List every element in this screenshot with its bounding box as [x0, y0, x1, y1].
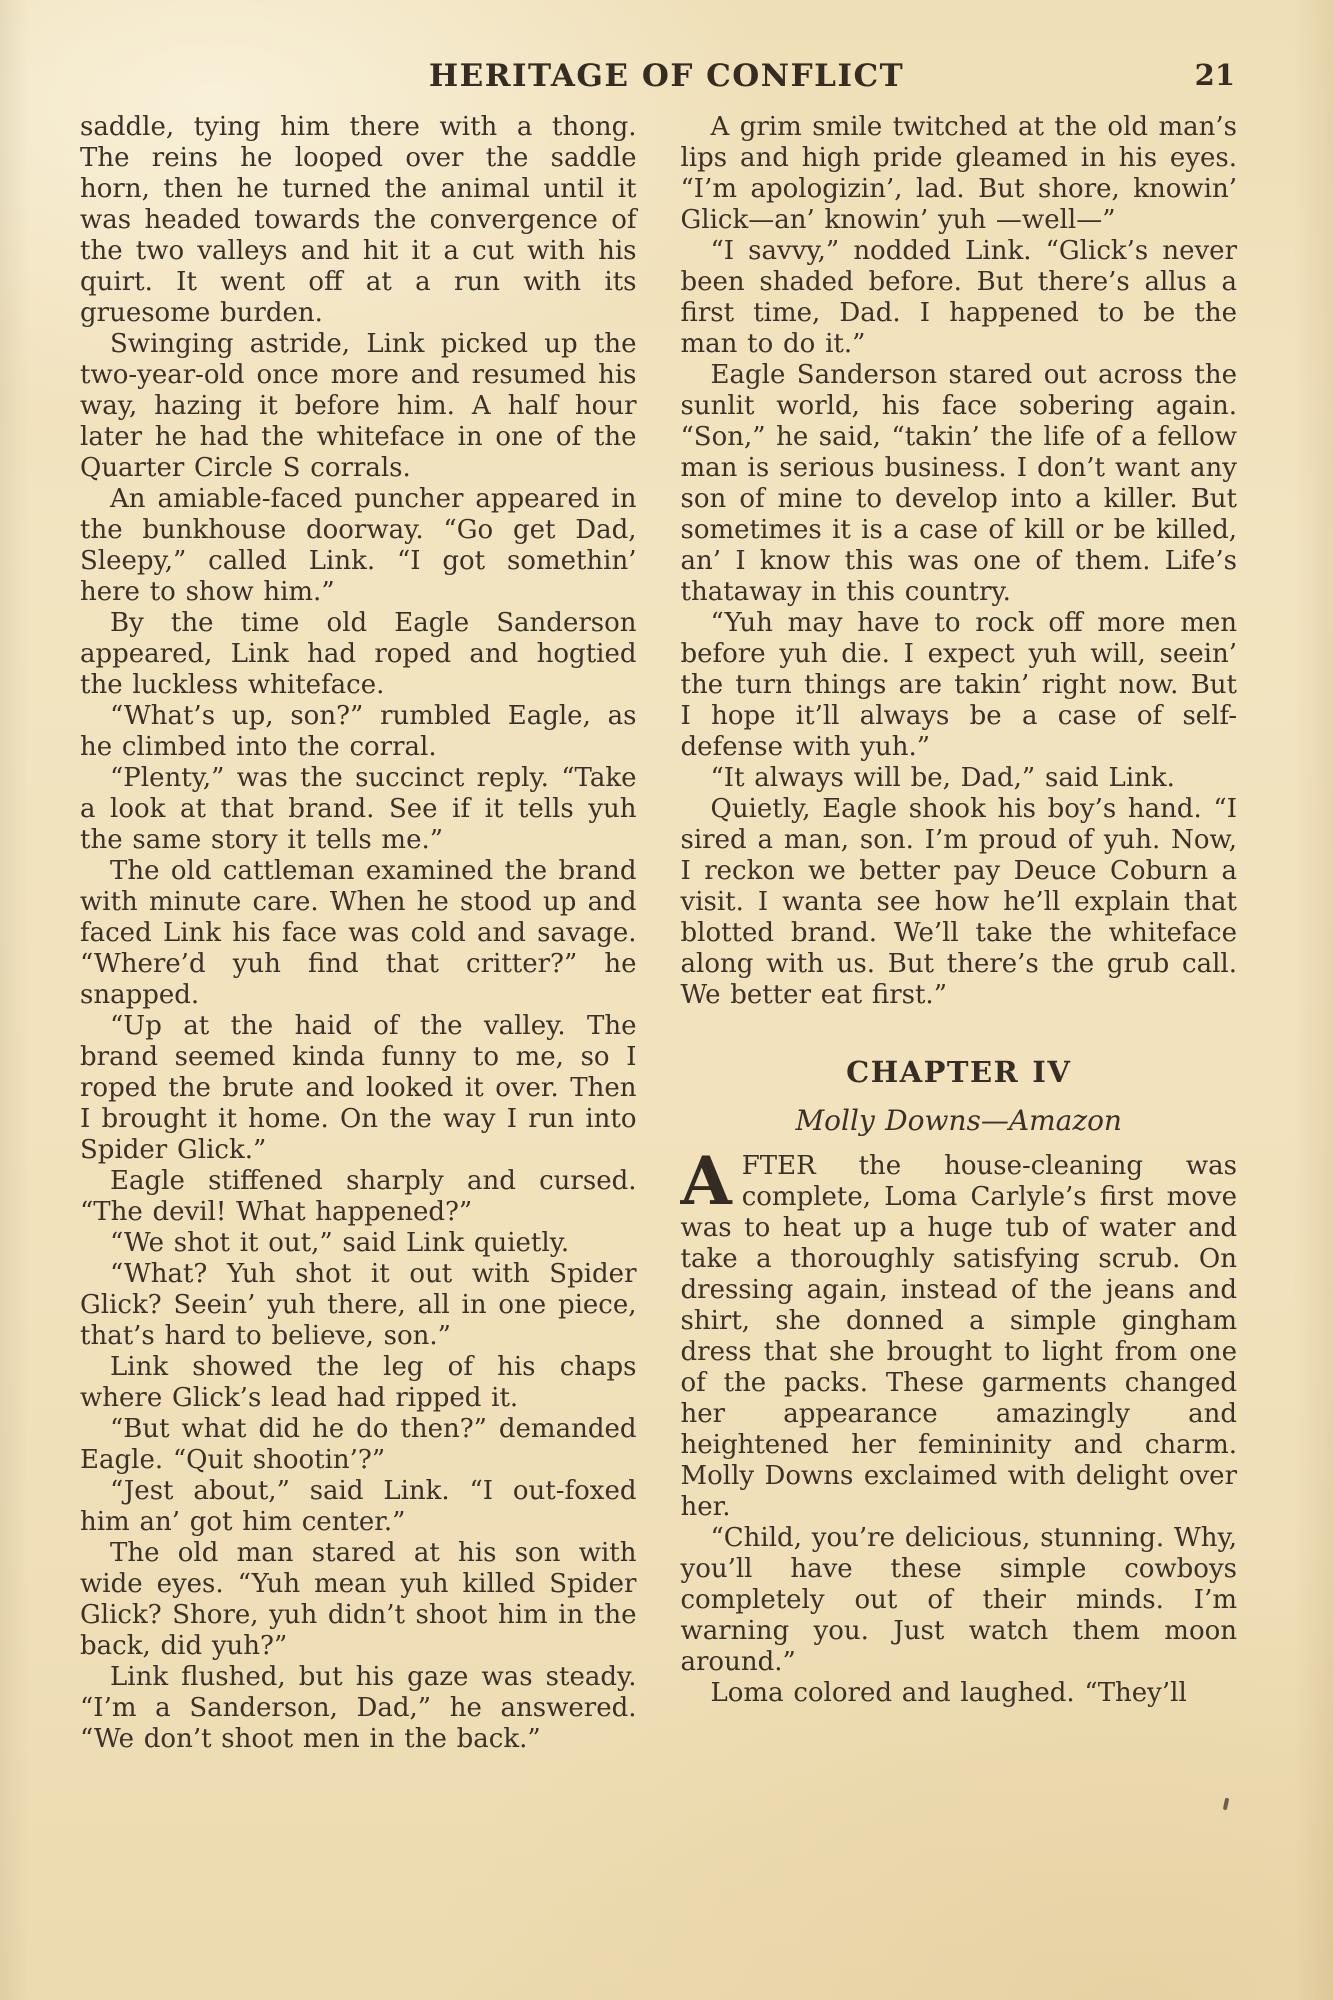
paragraph: By the time old Eagle Sanderson appeared, Link had roped and hogtied the luckless whiteface. — [80, 608, 637, 700]
chapter-heading: CHAPTER IV — [846, 1055, 1072, 1089]
drop-cap-letter: A — [680, 1142, 732, 1220]
page-title: HERITAGE OF CONFLICT — [428, 58, 905, 94]
paragraph: Eagle stiffened sharply and cursed. “The devil! What happened?” — [80, 1166, 637, 1227]
paragraph: “Yuh may have to rock off more men before yuh die. I expect yuh will, seein’ the turn things are takin’ right now. But I hope it’ll always be a case of self-defense with yuh.” — [680, 608, 1237, 762]
paragraph: Quietly, Eagle shook his boy’s hand. “I sired a man, son. I’m proud of yuh. Now, I reckon we better pay Deuce Coburn a visit. I wanta see how he’ll explain that blotted brand. We’ll take the whiteface along with us. But there’s the grub call. We better eat first.” — [680, 794, 1237, 1010]
paragraph: “Jest about,” said Link. “I out-foxed him an’ got him center.” — [80, 1476, 637, 1537]
paragraph: Eagle Sanderson stared out across the sunlit world, his face sobering again. “Son,” he said, “takin’ the life of a fellow man is serious business. I don’t want any son of mine to develop into a killer. But sometimes it is a case of kill or be killed, an’ I know this was one of them. Life’s thataway in this country. — [680, 360, 1237, 607]
text-columns — [80, 112, 1237, 1755]
paragraph: Loma colored and laughed. “They’ll — [710, 1678, 1187, 1708]
paragraph: “It always will be, Dad,” said Link. — [710, 763, 1175, 793]
dropcap-paragraph-text: FTER the house-cleaning was complete, Loma Carlyle’s first move was to heat up a huge tub of water and take a thoroughly satisfying scrub. On dressing again, instead of the jeans and shirt, she donned a simple gingham dress that she brought to light from one of the packs. These garments changed her appearance amazingly and heightened her femininity and charm. Molly Downs exclaimed with delight over her. — [680, 1151, 1237, 1522]
ink-speck — [1223, 1798, 1229, 1811]
paragraph: “Plenty,” was the succinct reply. “Take a look at that brand. See if it tells yuh the same story it tells me.” — [80, 763, 637, 855]
paragraph: “What? Yuh shot it out with Spider Glick? Seein’ yuh there, all in one piece, that’s hard to believe, son.” — [80, 1259, 637, 1351]
paragraph: “Child, you’re delicious, stunning. Why, you’ll have these simple cowboys completely out of their minds. I’m warning you. Just watch them moon around.” — [680, 1523, 1237, 1677]
left-column — [80, 112, 637, 1755]
paragraph: “We shot it out,” said Link quietly. — [110, 1228, 570, 1258]
paragraph: “What’s up, son?” rumbled Eagle, as he climbed into the corral. — [80, 701, 637, 762]
page-number: 21 — [1194, 58, 1235, 92]
paragraph: “But what did he do then?” demanded Eagle. “Quit shootin’?” — [80, 1414, 637, 1475]
paragraph: “I savvy,” nodded Link. “Glick’s never been shaded before. But there’s allus a first time, Dad. I happened to be the man to do it.” — [680, 236, 1237, 359]
paragraph: Swinging astride, Link picked up the two-year-old once more and resumed his way, hazing it before him. A half hour later he had the whiteface in one of the Quarter Circle S corrals. — [80, 329, 637, 483]
paragraph: A grim smile twitched at the old man’s lips and high pride gleamed in his eyes. “I’m apologizin’, lad. But shore, knowin’ Glick—an’ knowin’ yuh —well—” — [680, 112, 1237, 235]
right-column-top — [681, 112, 1238, 1011]
paragraph: Link flushed, but his gaze was steady. “I’m a Sanderson, Dad,” he answered. “We don’t shoot men in the back.” — [80, 1662, 637, 1754]
right-column — [681, 112, 1238, 1755]
paragraph: The old man stared at his son with wide eyes. “Yuh mean yuh killed Spider Glick? Shore, yuh didn’t shoot him in the back, did yuh?” — [80, 1538, 637, 1661]
paragraph: An amiable-faced puncher appeared in the bunkhouse doorway. “Go get Dad, Sleepy,” called Link. “I got somethin’ here to show him.” — [80, 484, 637, 607]
paragraph: “Up at the haid of the valley. The brand seemed kinda funny to me, so I roped the brute and looked it over. Then I brought it home. On the way I run into Spider Glick.” — [80, 1011, 637, 1165]
dropcap-paragraph — [680, 1142, 1238, 1523]
chapter-subtitle: Molly Downs—Amazon — [795, 1104, 1122, 1137]
paragraph: The old cattleman examined the brand with minute care. When he stood up and faced Link his face was cold and savage. “Where’d yuh find that critter?” he snapped. — [80, 856, 637, 1010]
paragraph: saddle, tying him there with a thong. The reins he looped over the saddle horn, then he turned the animal until it was headed towards the convergence of the two valleys and hit it a cut with his quirt. It went off at a run with its gruesome burden. — [80, 112, 637, 328]
right-column-bottom — [681, 1523, 1238, 1709]
paragraph: Link showed the leg of his chaps where Glick’s lead had ripped it. — [80, 1352, 637, 1413]
